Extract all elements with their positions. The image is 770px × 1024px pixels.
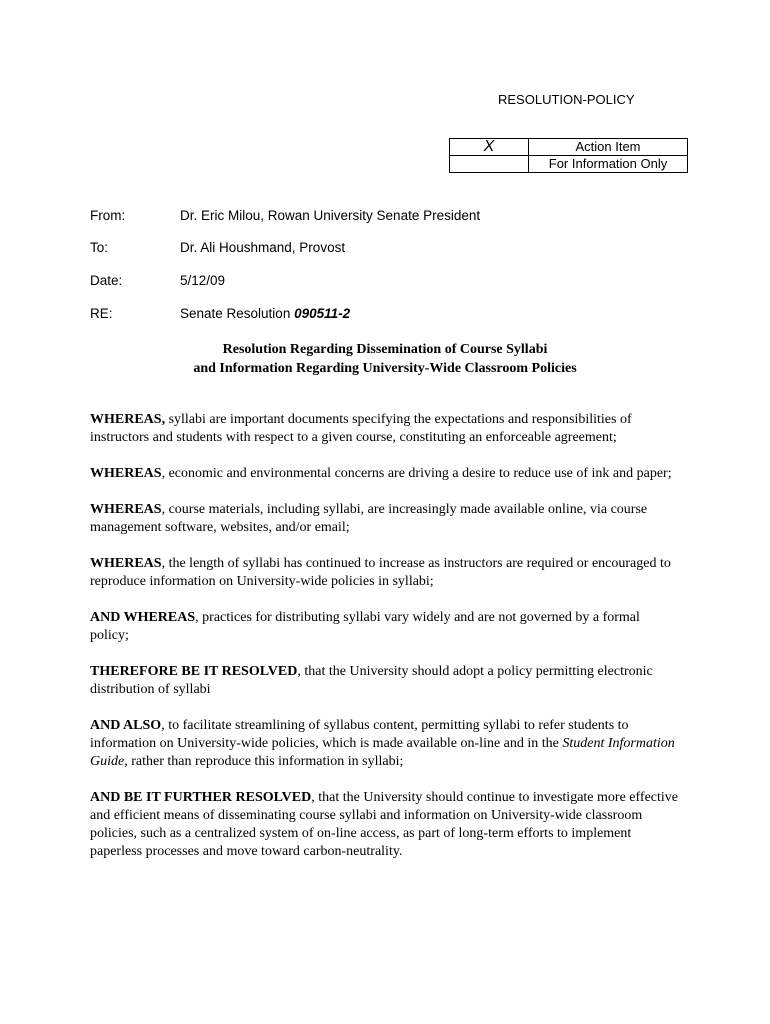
memo-date [90, 273, 225, 288]
clause-text: , to facilitate streamlining of syllabus content, permitting syllabi to refer students to information on University-wide policies, which is made available on-line and in the [90, 718, 629, 751]
clause-text: , course materials, including syllabi, are increasingly made available online, via course management software, websites, and/or email; [90, 502, 648, 535]
document-type: RESOLUTION-POLICY [498, 92, 635, 107]
memo-to [90, 240, 345, 255]
resolution-title-line-1: Resolution Regarding Dissemination of Course Syllabi [222, 342, 548, 357]
clause-lead: WHEREAS [90, 502, 162, 517]
status-table [449, 138, 688, 173]
status-mark-cell [450, 156, 529, 173]
clause-and-also [90, 717, 682, 771]
status-row-information-only [450, 156, 688, 173]
clause-whereas-1 [90, 411, 682, 447]
memo-re-value [180, 306, 350, 321]
resolution-clauses [90, 411, 682, 879]
clause-lead: AND ALSO [90, 718, 162, 733]
clause-text: syllabi are important documents specifying the expectations and responsibilities of instructors and students with respect to a given course, constituting an enforceable agreement; [90, 412, 632, 445]
clause-and-whereas [90, 609, 682, 645]
memo-from [90, 208, 480, 223]
student-information-guide: Student Information Guide [90, 736, 675, 769]
resolution-number: 090511-2 [294, 306, 351, 321]
clause-lead: AND WHEREAS [90, 610, 196, 625]
memo-re-label: RE: [90, 306, 113, 321]
status-mark: X [483, 138, 495, 155]
clause-further-resolved [90, 789, 682, 861]
memo-from-label: From: [90, 208, 126, 223]
clause-lead: THEREFORE BE IT RESOLVED [90, 664, 298, 679]
resolution-title-line-2: and Information Regarding University-Wide Classroom Policies [193, 361, 577, 376]
memo-to-label: To: [90, 240, 109, 255]
clause-lead: WHEREAS, [90, 412, 166, 427]
memo-re-prefix: Senate Resolution [180, 306, 295, 321]
memo-from-value: Dr. Eric Milou, Rowan University Senate President [180, 208, 481, 223]
clause-text: , that the University should adopt a policy permitting electronic distribution of syllabi [90, 664, 653, 697]
status-mark-cell [450, 139, 529, 156]
clause-whereas-2 [90, 465, 682, 483]
clause-whereas-4 [90, 555, 682, 591]
status-label: Action Item [529, 139, 688, 156]
clause-lead: WHEREAS [90, 556, 162, 571]
resolution-title [0, 340, 770, 378]
memo-to-value: Dr. Ali Houshmand, Provost [180, 240, 346, 255]
clause-lead: WHEREAS [90, 466, 162, 481]
memo-date-label: Date: [90, 273, 123, 288]
clause-text: , that the University should continue to investigate more effective and efficient means of disseminating course syllabi and information on University-wide classroom policies, such as a centralized system of on-line access, as part of long-term efforts to implement paperless processes and move toward carbon-neutrality. [90, 790, 678, 859]
status-row-action-item [450, 139, 688, 156]
memo-re [90, 306, 350, 321]
clause-lead: AND BE IT FURTHER RESOLVED [90, 790, 312, 805]
clause-whereas-3 [90, 501, 682, 537]
clause-text: , economic and environmental concerns are driving a desire to reduce use of ink and paper; [161, 466, 672, 481]
clause-therefore-resolved [90, 663, 682, 699]
clause-text-tail: , rather than reproduce this information in syllabi; [124, 754, 404, 769]
status-label: For Information Only [529, 156, 688, 173]
memo-date-value: 5/12/09 [180, 273, 226, 288]
clause-text: , the length of syllabi has continued to increase as instructors are required or encouraged to reproduce information on University-wide policies in syllabi; [90, 556, 671, 589]
clause-text: , practices for distributing syllabi vary widely and are not governed by a formal policy; [90, 610, 640, 643]
